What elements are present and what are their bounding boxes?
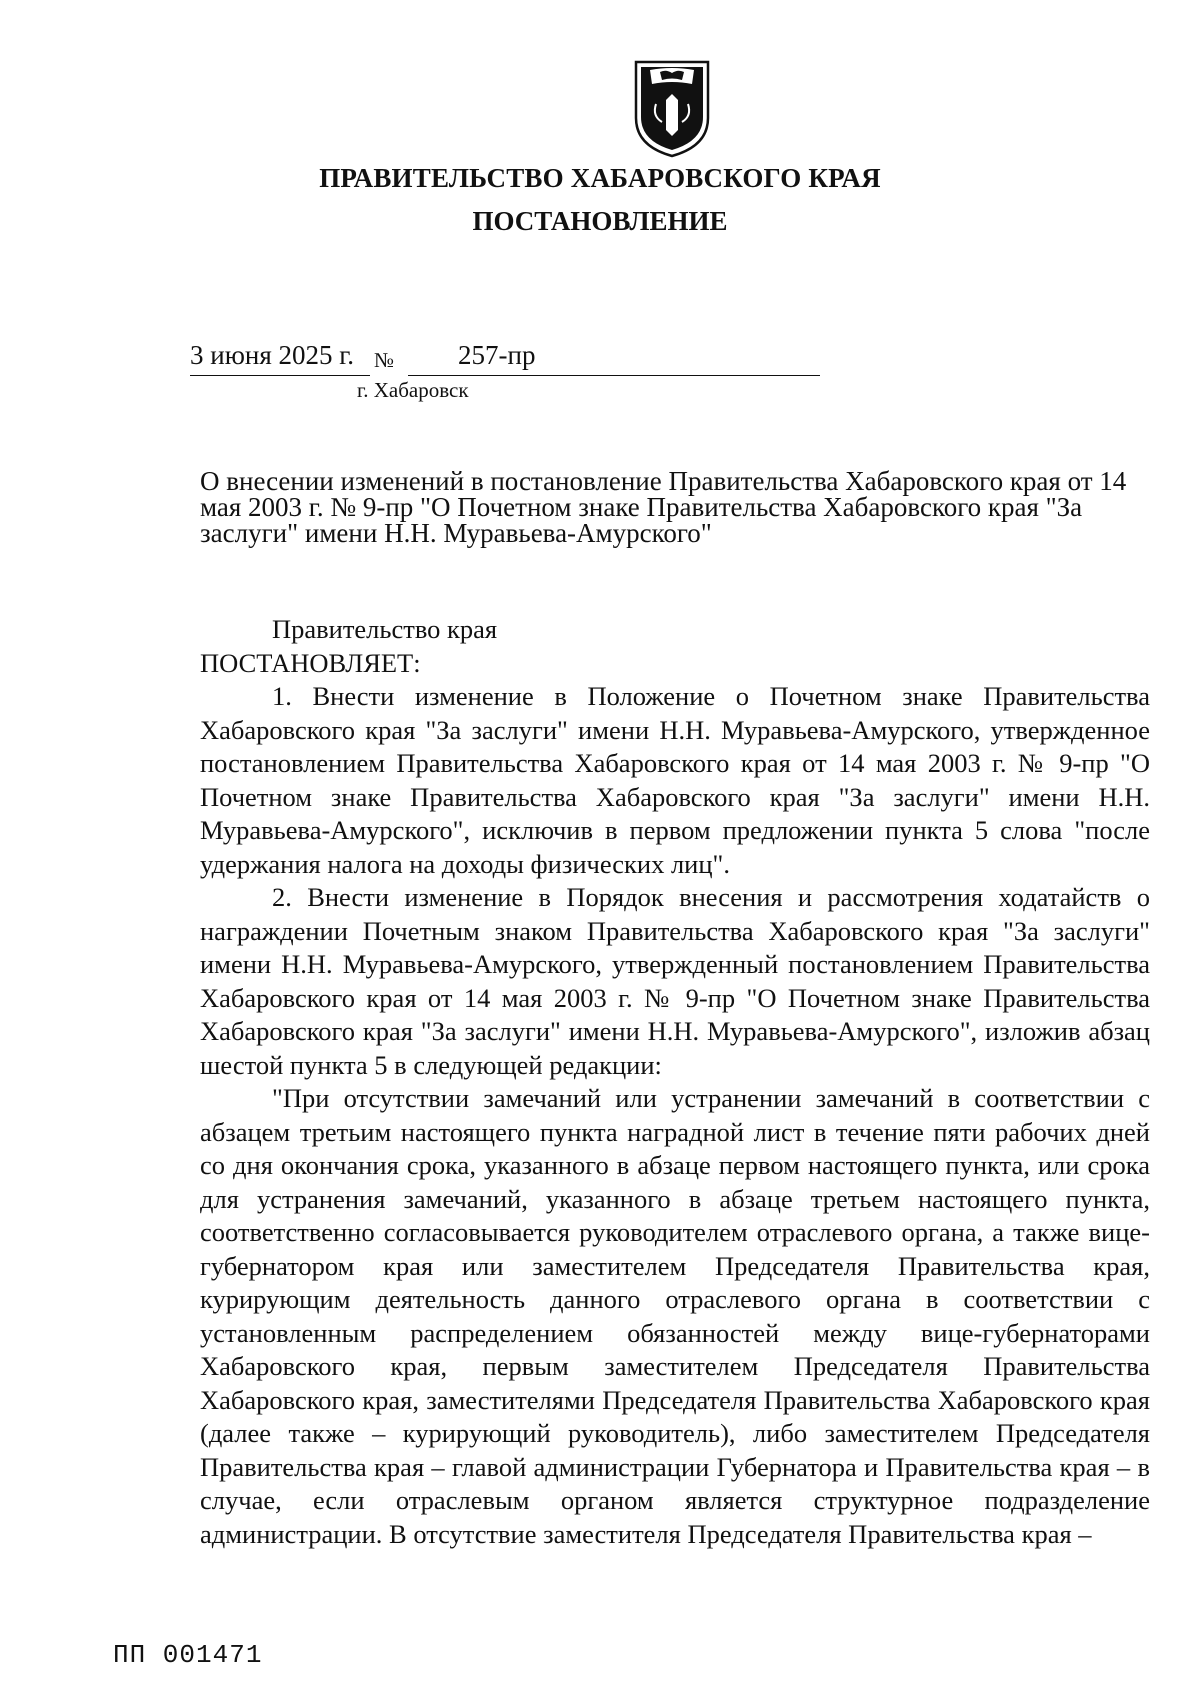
government-title: ПРАВИТЕЛЬСТВО ХАБАРОВСКОГО КРАЯ (319, 163, 881, 193)
form-code: ПП 001471 (113, 1640, 263, 1670)
document-date: 3 июня 2025 г. (190, 340, 355, 370)
document-body (200, 613, 1150, 1551)
number-underline (408, 375, 820, 376)
date-number-line (190, 340, 670, 380)
document-subject: О внесении изменений в постановление Правительства Хабаровского края от 14 мая 2003 г. № 9-пр "О Почетном знаке Правительства Хабаровского края "За заслуги" имени Н.Н. Муравьева-Амурского" (200, 466, 1127, 548)
paragraph-3: "При отсутствии замечаний или устранении замечаний в соответствии с абзацем третьим настоящего пункта наградной лист в течение пяти рабочих дней со дня окончания срока, указанного в абзаце первом настоящего пункта, или срока для устранения замечаний, указанного в абзаце третьем настоящего пункта, соответственно согласовывается руководителем отраслевого органа, а также вице-губернатором края или заместителем Председателя Правительства края, курирующим деятельность данного отраслевого органа в соответствии с установленным распределением обязанностей между вице-губернаторами Хабаровского края, первым заместителем Председателя Правительства Хабаровского края, заместителями Председателя Правительства Хабаровского края (далее также – курирующий руководитель), либо заместителем Председателя Правительства края – главой администрации Губернатора и Правительства края – в случае, если отраслевым органом является структурное подразделение администрации. В отсутствие заместителя Председателя Правительства края – (200, 1083, 1150, 1549)
paragraph-2: 2. Внести изменение в Порядок внесения и рассмотрения ходатайств о награждении Почетным знаком Правительства Хабаровского края "За заслуги" имени Н.Н. Муравьева-Амурского, утвержденный постановлением Правительства Хабаровского края от 14 мая 2003 г. № 9-пр "О Почетном знаке Правительства Хабаровского края "За заслуги" имени Н.Н. Муравьева-Амурского", изложив абзац шестой пункта 5 в следующей редакции: (200, 882, 1150, 1080)
date-underline (190, 375, 370, 376)
paragraph-1: 1. Внести изменение в Положение о Почетном знаке Правительства Хабаровского края "За заслуги" имени Н.Н. Муравьева-Амурского, утвержденное постановлением Правительства Хабаровского края от 14 мая 2003 г. № 9-пр "О Почетном знаке Правительства Хабаровского края "За заслуги" имени Н.Н. Муравьева-Амурского", исключив в первом предложении пункта 5 слова "после удержания налога на доходы физических лиц". (200, 681, 1150, 879)
document-type: ПОСТАНОВЛЕНИЕ (472, 206, 728, 236)
document-number: 257-пр (458, 340, 536, 370)
document-city: г. Хабаровск (357, 378, 469, 402)
number-sign: № (374, 348, 395, 372)
preamble: Правительство края (272, 614, 498, 644)
resolves-heading: ПОСТАНОВЛЯЕТ: (200, 647, 421, 678)
coat-of-arms-emblem (632, 60, 712, 158)
